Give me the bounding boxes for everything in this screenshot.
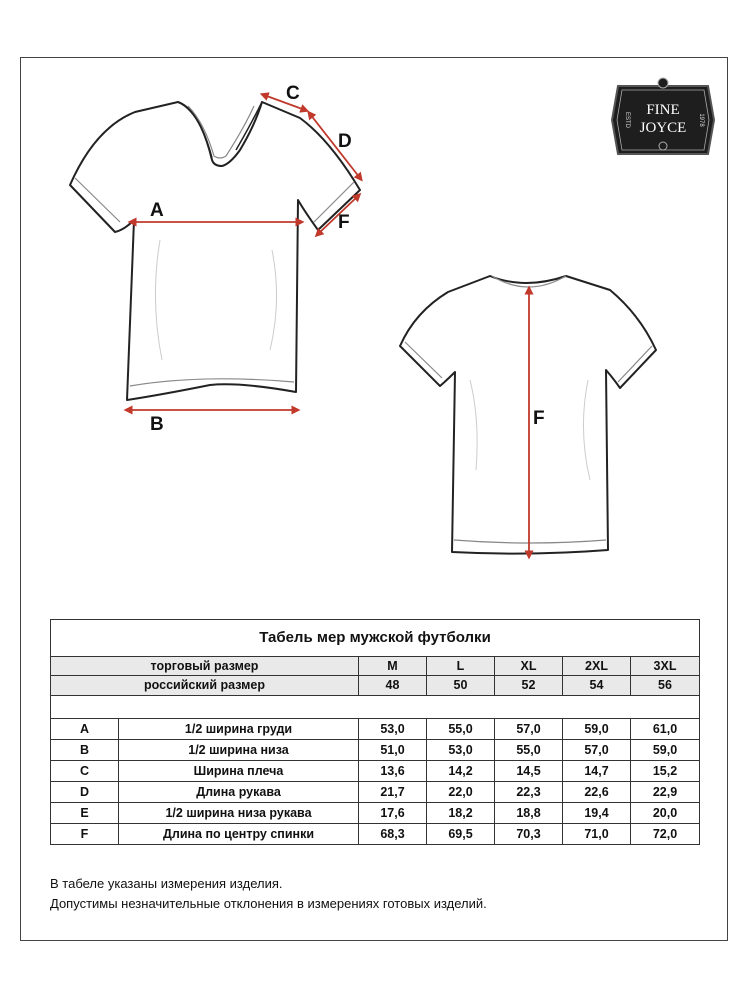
label-f-back: F	[533, 408, 545, 429]
row-value: 61,0	[652, 722, 678, 736]
row-code: B	[51, 740, 119, 760]
brand-logo	[608, 74, 718, 166]
row-name: 1/2 ширина низа	[119, 740, 359, 760]
header-cell: L	[427, 657, 495, 675]
row-value: 55,0	[495, 740, 563, 760]
row-code: D	[51, 782, 119, 802]
header-cell: 52	[495, 676, 563, 695]
row-value: 72,0	[652, 827, 678, 841]
table-row	[51, 823, 699, 844]
row-name: 1/2 ширина груди	[119, 719, 359, 739]
header-cell: M	[359, 657, 427, 675]
row-value: 69,5	[427, 824, 495, 844]
header-row-trade-size	[51, 656, 699, 675]
table-row	[51, 718, 699, 739]
svg-text:JOYCE: JOYCE	[639, 120, 687, 136]
row-name: Длина рукава	[119, 782, 359, 802]
header-label: торговый размер	[51, 657, 359, 675]
row-value: 53,0	[359, 719, 427, 739]
row-value: 20,0	[652, 806, 678, 820]
row-value: 59,0	[652, 743, 678, 757]
row-value: 22,6	[563, 782, 631, 802]
label-d: D	[338, 131, 352, 152]
front-view-tshirt	[70, 102, 360, 400]
row-value: 59,0	[563, 719, 631, 739]
header-cell: 2XL	[563, 657, 631, 675]
row-name: Ширина плеча	[119, 761, 359, 781]
row-code: A	[51, 719, 119, 739]
header-row-russian-size	[51, 675, 699, 696]
header-cell: 50	[427, 676, 495, 695]
row-value: 21,7	[359, 782, 427, 802]
row-value: 18,2	[427, 803, 495, 823]
row-code: E	[51, 803, 119, 823]
row-value: 18,8	[495, 803, 563, 823]
header-cell: 3XL	[653, 659, 677, 673]
row-name: Длина по центру спинки	[119, 824, 359, 844]
row-value: 14,5	[495, 761, 563, 781]
row-value: 14,2	[427, 761, 495, 781]
table-row	[51, 781, 699, 802]
row-value: 71,0	[563, 824, 631, 844]
row-value: 19,4	[563, 803, 631, 823]
size-chart-table	[50, 619, 700, 845]
label-a: A	[150, 200, 164, 221]
row-value: 51,0	[359, 740, 427, 760]
row-value: 70,3	[495, 824, 563, 844]
row-value: 22,0	[427, 782, 495, 802]
header-cell: 54	[563, 676, 631, 695]
svg-text:FINE: FINE	[646, 102, 680, 118]
table-title: Табель мер мужской футболки	[259, 629, 491, 646]
note-measurements: В табеле указаны измерения изделия.	[50, 876, 283, 891]
row-value: 22,9	[652, 785, 678, 799]
row-code: F	[51, 824, 119, 844]
row-value: 53,0	[427, 740, 495, 760]
row-value: 13,6	[359, 761, 427, 781]
back-view-tshirt	[400, 276, 656, 554]
header-cell: XL	[495, 657, 563, 675]
row-value: 57,0	[495, 719, 563, 739]
header-label: российский размер	[51, 676, 359, 695]
label-b: B	[150, 414, 164, 435]
row-value: 57,0	[563, 740, 631, 760]
row-value: 68,3	[359, 824, 427, 844]
header-cell: 56	[658, 678, 672, 692]
row-code: C	[51, 761, 119, 781]
table-row	[51, 739, 699, 760]
row-name: 1/2 ширина низа рукава	[119, 803, 359, 823]
note-tolerance: Допустимы незначительные отклонения в измерениях готовых изделий.	[50, 896, 487, 911]
label-f-sleeve: F	[338, 212, 350, 233]
svg-text:ESTD: ESTD	[624, 111, 630, 129]
table-row	[51, 802, 699, 823]
row-value: 15,2	[652, 764, 678, 778]
table-row	[51, 760, 699, 781]
row-value: 17,6	[359, 803, 427, 823]
svg-text:1978: 1978	[698, 113, 704, 127]
row-value: 55,0	[427, 719, 495, 739]
label-c: C	[286, 83, 300, 104]
row-value: 14,7	[563, 761, 631, 781]
header-cell: 48	[359, 676, 427, 695]
row-value: 22,3	[495, 782, 563, 802]
